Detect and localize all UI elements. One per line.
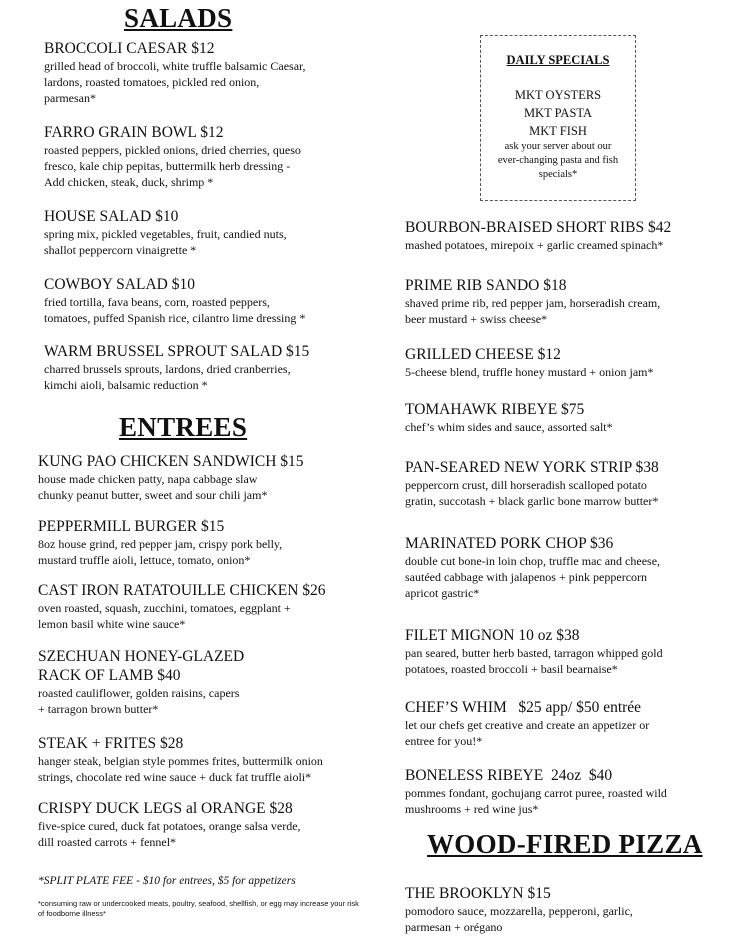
item-title: COWBOY SALAD $10 [44,276,195,293]
disclaimer-line: *consuming raw or undercooked meats, poultry, seafood, shellfish, or egg may increase your risk [38,899,359,908]
item-description [38,600,326,632]
entrees-heading: ENTREES [119,412,248,442]
desc-line: spring mix, pickled vegetables, fruit, candied nuts, [44,227,287,241]
item-title: STEAK + FRITES $28 [38,735,184,752]
desc-line: + tarragon brown butter* [38,702,159,716]
specials-list [481,86,635,140]
item-title: CRISPY DUCK LEGS al ORANGE $28 [38,800,293,817]
menu-item-peppermill-burger [38,517,282,568]
menu-item-house-salad [44,207,287,258]
specials-note [481,140,635,182]
desc-line: hanger steak, belgian style pommes frites, buttermilk onion [38,754,323,768]
desc-line: let our chefs get creative and create an appetizer or [405,718,650,732]
item-description [405,785,667,817]
desc-line: roasted cauliflower, golden raisins, capers [38,686,240,700]
item-description [405,553,660,601]
item-title: PEPPERMILL BURGER $15 [38,518,225,535]
item-title: PRIME RIB SANDO $18 [405,277,567,294]
item-title: PAN-SEARED NEW YORK STRIP $38 [405,459,659,476]
item-description [38,818,301,850]
desc-line: mashed potatoes, mirepoix + garlic creamed spinach* [405,238,664,252]
item-title: CAST IRON RATATOUILLE CHICKEN $26 [38,582,326,599]
menu-item-boneless-ribeye [405,766,667,817]
desc-line: strings, chocolate red wine sauce + duck fat truffle aioli* [38,770,312,784]
note-line: ask your server about our [504,141,612,152]
item-description [405,717,649,749]
split-plate-fee-note: *SPLIT PLATE FEE - $10 for entrees, $5 for appetizers [38,875,296,887]
item-title-line-2: RACK OF LAMB $40 [38,667,181,684]
menu-item-tomahawk-ribeye [405,400,613,435]
item-description [44,294,305,326]
desc-line: apricot gastric* [405,586,480,600]
desc-line: parmesan* [44,91,96,105]
foodborne-illness-disclaimer [38,899,359,919]
desc-line: pomodoro sauce, mozzarella, pepperoni, garlic, [405,904,633,918]
daily-specials-box [480,35,636,201]
desc-line: double cut bone-in loin chop, truffle mac and cheese, [405,554,661,568]
item-title: BONELESS RIBEYE 24oz $40 [405,767,613,784]
desc-line: pan seared, butter herb basted, tarragon whipped gold [405,646,663,660]
desc-line: potatoes, roasted broccoli + basil bearnaise* [405,662,618,676]
desc-line: lemon basil white wine sauce* [38,617,186,631]
item-title: CHEF’S WHIM $25 app/ $50 entrée [405,699,642,716]
item-description [405,364,653,380]
item-description [44,142,301,190]
desc-line: mushrooms + red wine jus* [405,802,539,816]
note-line: specials* [538,169,578,180]
menu-item-filet-mignon [405,626,663,677]
desc-line: sautéed cabbage with jalapenos + pink peppercorn [405,570,648,584]
desc-line: chef’s whim sides and sauce, assorted salt* [405,420,613,434]
menu-item-warm-brussel-sprout-salad [44,342,309,393]
daily-specials-heading: DAILY SPECIALS [506,53,610,67]
menu-item-broccoli-caesar [44,39,306,106]
menu-item-grilled-cheese [405,345,653,380]
menu-item-prime-rib-sando [405,276,660,327]
menu-item-kung-pao-chicken-sandwich [38,452,304,503]
item-description [38,536,282,568]
menu-item-steak-frites [38,734,323,785]
desc-line: dill roasted carrots + fennel* [38,835,177,849]
desc-line: pommes fondant, gochujang carrot puree, roasted wild [405,786,667,800]
menu-item-cowboy-salad [44,275,305,326]
desc-line: peppercorn crust, dill horseradish scalloped potato [405,478,647,492]
desc-line: tomatoes, puffed Spanish rice, cilantro lime dressing * [44,311,306,325]
item-description [38,471,304,503]
desc-line: parmesan + orégano [405,920,503,934]
item-description [405,903,633,935]
item-description [44,226,287,258]
desc-line: entree for you!* [405,734,483,748]
menu-item-farro-grain-bowl [44,123,301,190]
item-description [44,58,306,106]
desc-line: chunky peanut butter, sweet and sour chili jam* [38,488,268,502]
desc-line: five-spice cured, duck fat potatoes, orange salsa verde, [38,819,301,833]
item-description [38,685,244,717]
item-title: MARINATED PORK CHOP $36 [405,535,614,552]
desc-line: gratin, succotash + black garlic bone marrow butter* [405,494,659,508]
desc-line: house made chicken patty, napa cabbage slaw [38,472,258,486]
item-title: BOURBON-BRAISED SHORT RIBS $42 [405,219,672,236]
item-title: GRILLED CHEESE $12 [405,346,561,363]
item-description [405,295,660,327]
menu-item-chefs-whim [405,698,649,749]
item-description [44,361,309,393]
desc-line: fresco, kale chip pepitas, buttermilk herb dressing - [44,159,291,173]
item-description [405,477,659,509]
desc-line: fried tortilla, fava beans, corn, roasted peppers, [44,295,270,309]
item-title: BROCCOLI CAESAR $12 [44,40,215,57]
desc-line: Add chicken, steak, duck, shrimp * [44,175,214,189]
item-title: TOMAHAWK RIBEYE $75 [405,401,585,418]
desc-line: beer mustard + swiss cheese* [405,312,548,326]
special-item: MKT OYSTERS [514,88,602,102]
menu-item-szechuan-rack-of-lamb [38,647,244,717]
menu-item-the-brooklyn [405,884,633,935]
menu-item-cast-iron-ratatouille-chicken [38,581,326,632]
desc-line: lardons, roasted tomatoes, pickled red onion, [44,75,260,89]
desc-line: 5-cheese blend, truffle honey mustard + onion jam* [405,365,654,379]
item-description [405,237,671,253]
item-title: WARM BRUSSEL SPROUT SALAD $15 [44,343,310,360]
item-title: HOUSE SALAD $10 [44,208,179,225]
desc-line: shaved prime rib, red pepper jam, horseradish cream, [405,296,661,310]
desc-line: mustard truffle aioli, lettuce, tomato, onion* [38,553,251,567]
item-title: KUNG PAO CHICKEN SANDWICH $15 [38,453,304,470]
desc-line: kimchi aioli, balsamic reduction * [44,378,208,392]
menu-item-bourbon-braised-short-ribs [405,218,671,253]
desc-line: oven roasted, squash, zucchini, tomatoes, eggplant + [38,601,291,615]
item-title: FARRO GRAIN BOWL $12 [44,124,224,141]
desc-line: shallot peppercorn vinaigrette * [44,243,197,257]
desc-line: charred brussels sprouts, lardons, dried cranberries, [44,362,291,376]
desc-line: grilled head of broccoli, white truffle balsamic Caesar, [44,59,306,73]
item-description [405,645,663,677]
menu-item-crispy-duck-legs [38,799,301,850]
disclaimer-line: of foodborne illness* [38,909,106,918]
pizza-heading: WOOD-FIRED PIZZA [427,829,703,859]
item-title: THE BROOKLYN $15 [405,885,551,902]
salads-heading: SALADS [124,3,233,33]
item-title: SZECHUAN HONEY-GLAZED [38,648,245,665]
menu-item-marinated-pork-chop [405,534,660,601]
item-title: FILET MIGNON 10 oz $38 [405,627,580,644]
special-item: MKT FISH [529,124,587,138]
note-line: ever-changing pasta and fish [497,155,619,166]
menu-item-pan-seared-new-york-strip [405,458,659,509]
item-description [405,419,613,435]
special-item: MKT PASTA [523,106,593,120]
desc-line: roasted peppers, pickled onions, dried cherries, queso [44,143,301,157]
item-description [38,753,323,785]
desc-line: 8oz house grind, red pepper jam, crispy pork belly, [38,537,283,551]
